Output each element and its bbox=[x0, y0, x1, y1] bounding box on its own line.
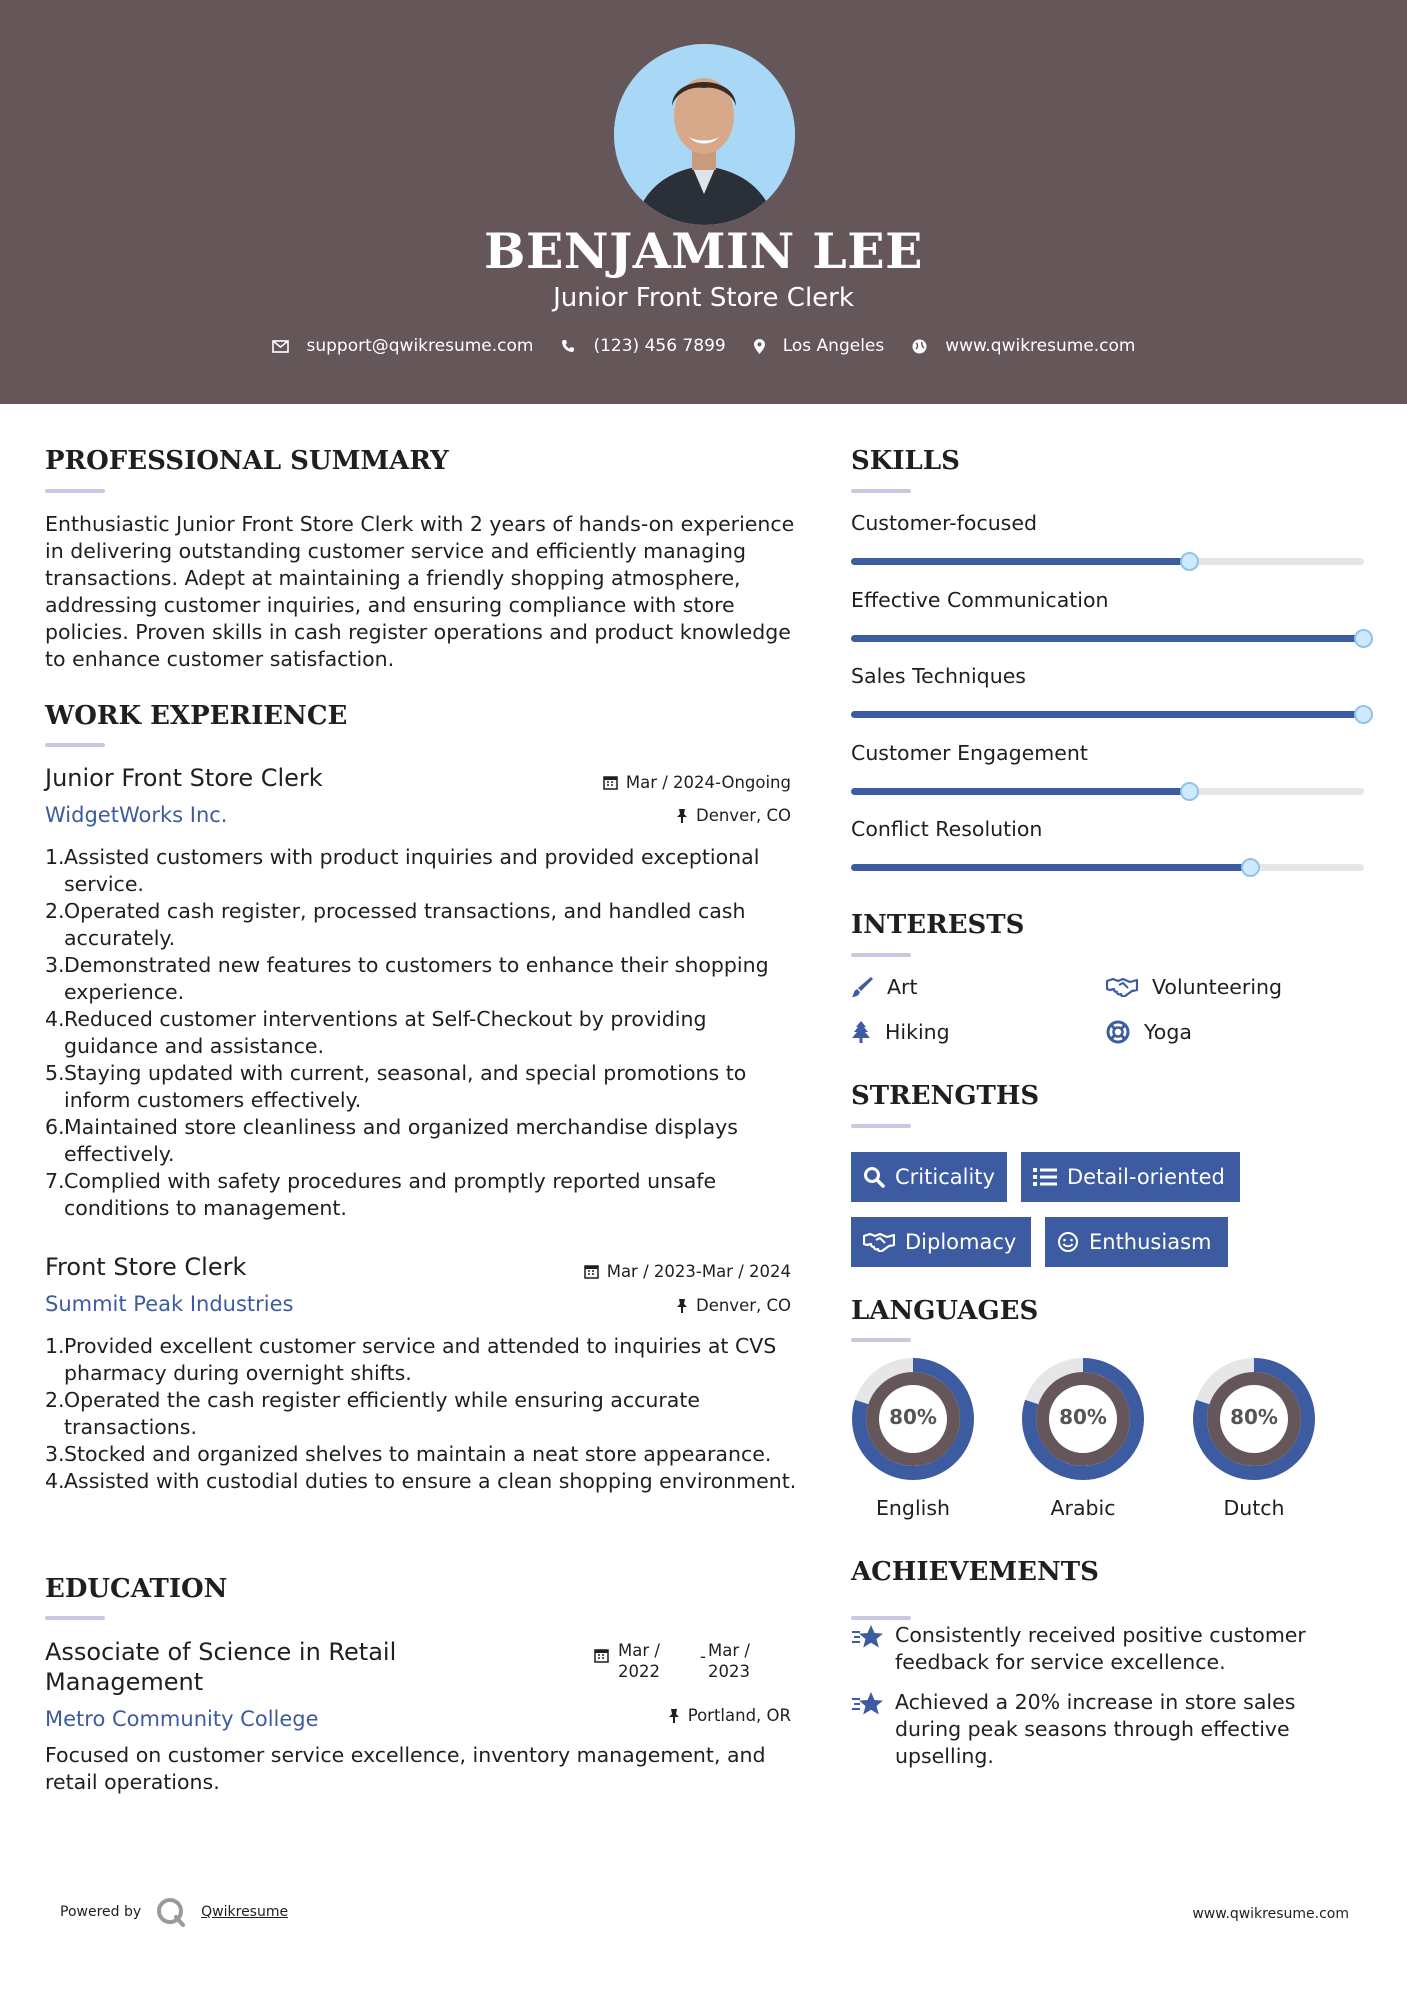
list-item: Assisted with custodial duties to ensure a clean shopping environment. bbox=[64, 1469, 797, 1493]
skill-label: Effective Communication bbox=[851, 587, 1109, 612]
list-item: Maintained store cleanliness and organized merchandise displays effectively. bbox=[64, 1115, 738, 1166]
languages-heading: LANGUAGES bbox=[851, 1296, 1039, 1326]
skill-label: Customer-focused bbox=[851, 511, 1037, 535]
language-percent: 80% bbox=[1230, 1405, 1278, 1429]
language-label: English bbox=[875, 1496, 951, 1520]
interest-item bbox=[1106, 975, 1282, 999]
job-location bbox=[491, 806, 791, 825]
strength-tag bbox=[1045, 1217, 1228, 1267]
job-title: Front Store Clerk bbox=[45, 1253, 247, 1281]
achievements-heading: ACHIEVEMENTS bbox=[851, 1557, 1099, 1587]
envelope-icon bbox=[272, 340, 289, 353]
contact-email[interactable] bbox=[272, 336, 534, 356]
education-end-date: Mar / 2023 bbox=[708, 1641, 750, 1681]
candidate-role: Junior Front Store Clerk bbox=[553, 283, 854, 313]
strength-label: Criticality bbox=[895, 1165, 995, 1189]
skill-bar bbox=[851, 711, 1364, 718]
job-dates-text: Mar / 2024-Ongoing bbox=[625, 773, 791, 792]
language-label: Arabic bbox=[1050, 1496, 1116, 1520]
education-start-date: Mar / 2022 bbox=[618, 1641, 660, 1681]
strength-label: Diplomacy bbox=[905, 1230, 1017, 1254]
list-item: Complied with safety procedures and promptly reported unsafe conditions to management. bbox=[64, 1169, 717, 1220]
strength-tag bbox=[851, 1152, 1007, 1202]
interest-label: Volunteering bbox=[1152, 975, 1283, 999]
achievement-text: Consistently received positive customer feedback for service excellence. bbox=[895, 1623, 1306, 1674]
summary-text: Enthusiastic Junior Front Store Clerk with 2 years of hands-on experience in delivering outstanding customer service and efficiently managing transactions. Adept at maintaining a friendly shopping atmosphere, addressing customer inquiries, and ensuring compliance with store policies. Proven skills in cash register operations and product knowledge to enhance customer satisfaction. bbox=[45, 512, 795, 671]
list-item: Assisted customers with product inquiries and provided exceptional service. bbox=[64, 845, 760, 896]
skill-bar-knob bbox=[1241, 858, 1260, 877]
tree-icon bbox=[851, 1021, 871, 1043]
candidate-name: BENJAMIN LEE bbox=[484, 222, 923, 280]
person-avatar-icon bbox=[614, 44, 795, 225]
language-donut bbox=[1021, 1357, 1145, 1481]
powered-by-text: Powered by bbox=[60, 1904, 142, 1920]
footer-website[interactable]: www.qwikresume.com bbox=[1192, 1906, 1349, 1922]
language-percent: 80% bbox=[889, 1405, 937, 1429]
achievement-item bbox=[851, 1622, 1341, 1676]
job-dates bbox=[491, 773, 791, 792]
achievement-text: Achieved a 20% increase in store sales during peak seasons through effective upselling. bbox=[895, 1690, 1296, 1768]
skill-bar-knob bbox=[1354, 705, 1373, 724]
skill-bar bbox=[851, 788, 1364, 795]
list-icon bbox=[1033, 1167, 1057, 1187]
date-separator: - bbox=[700, 1647, 706, 1666]
strengths-heading: STRENGTHS bbox=[851, 1081, 1040, 1111]
school-name[interactable]: Metro Community College bbox=[45, 1707, 319, 1731]
job-location bbox=[491, 1296, 791, 1315]
list-item: Provided excellent customer service and attended to inquiries at CVS pharmacy during overnight shifts. bbox=[64, 1334, 777, 1385]
header-banner bbox=[0, 0, 1407, 404]
skill-bar-fill bbox=[851, 558, 1190, 565]
smile-icon bbox=[1057, 1231, 1079, 1253]
education-location-text: Portland, OR bbox=[687, 1706, 791, 1725]
pushpin-icon bbox=[676, 808, 688, 823]
job-duties-list bbox=[45, 1333, 800, 1495]
skill-label: Customer Engagement bbox=[851, 740, 1088, 765]
list-item: Demonstrated new features to customers to enhance their shopping experience. bbox=[64, 953, 769, 1004]
company-name[interactable]: Summit Peak Industries bbox=[45, 1292, 294, 1316]
contact-bar bbox=[0, 336, 1407, 356]
education-description: Focused on customer service excellence, inventory management, and retail operations. bbox=[45, 1743, 766, 1794]
achievement-item bbox=[851, 1689, 1341, 1770]
globe-icon bbox=[912, 339, 927, 354]
list-item: Operated the cash register efficiently while ensuring accurate transactions. bbox=[64, 1388, 701, 1439]
search-icon bbox=[863, 1166, 885, 1188]
contact-phone[interactable] bbox=[561, 336, 725, 356]
skill-bar bbox=[851, 864, 1364, 871]
website-text: www.qwikresume.com bbox=[945, 336, 1136, 356]
education-dates bbox=[594, 1640, 794, 1685]
footer-powered-by bbox=[60, 1896, 288, 1928]
skill-label: Conflict Resolution bbox=[851, 817, 1043, 841]
profile-photo bbox=[614, 44, 795, 225]
job-dates bbox=[491, 1262, 791, 1281]
list-item: Stocked and organized shelves to maintain a neat store appearance. bbox=[64, 1442, 772, 1466]
experience-heading: WORK EXPERIENCE bbox=[45, 701, 348, 731]
calendar-icon bbox=[584, 1264, 599, 1279]
skill-bar bbox=[851, 635, 1364, 642]
phone-icon bbox=[561, 339, 575, 353]
skill-bar-knob bbox=[1180, 782, 1199, 801]
skill-label: Sales Techniques bbox=[851, 664, 1026, 688]
job-dates-text: Mar / 2023-Mar / 2024 bbox=[606, 1262, 791, 1281]
strength-label: Enthusiasm bbox=[1089, 1230, 1212, 1254]
interest-item bbox=[851, 975, 918, 999]
handshake-icon bbox=[1106, 977, 1138, 997]
languages-rule bbox=[851, 1338, 911, 1342]
summary-heading: PROFESSIONAL SUMMARY bbox=[45, 446, 449, 476]
strengths-rule bbox=[851, 1124, 911, 1128]
qwikresume-logo-icon bbox=[155, 1896, 187, 1928]
language-donut bbox=[1192, 1357, 1316, 1481]
company-name[interactable]: WidgetWorks Inc. bbox=[45, 803, 228, 827]
job-title: Junior Front Store Clerk bbox=[45, 764, 323, 792]
interest-label: Hiking bbox=[885, 1020, 950, 1044]
skill-bar-fill bbox=[851, 711, 1364, 718]
email-text: support@qwikresume.com bbox=[306, 336, 534, 356]
strength-tag bbox=[851, 1217, 1031, 1267]
degree-title: Associate of Science in Retail Management bbox=[45, 1638, 397, 1696]
achievements-rule bbox=[851, 1616, 911, 1620]
skill-bar-knob bbox=[1354, 629, 1373, 648]
calendar-icon bbox=[594, 1648, 609, 1663]
strength-tag bbox=[1021, 1152, 1240, 1202]
interest-item bbox=[851, 1020, 950, 1044]
education-rule bbox=[45, 1616, 105, 1620]
job-duties-list bbox=[45, 844, 800, 1222]
handshake-icon bbox=[863, 1232, 895, 1252]
summary-rule bbox=[45, 489, 105, 493]
language-percent: 80% bbox=[1059, 1405, 1107, 1429]
skill-bar-knob bbox=[1180, 552, 1199, 571]
calendar-icon bbox=[603, 775, 618, 790]
language-label: Dutch bbox=[1223, 1496, 1285, 1520]
skill-bar-fill bbox=[851, 864, 1251, 871]
pushpin-icon bbox=[676, 1298, 688, 1313]
job-location-text: Denver, CO bbox=[695, 1296, 791, 1315]
interest-label: Yoga bbox=[1144, 1020, 1192, 1044]
education-heading: EDUCATION bbox=[45, 1574, 228, 1604]
brand-link[interactable]: Qwikresume bbox=[201, 1904, 289, 1920]
contact-website[interactable] bbox=[912, 336, 1135, 356]
skill-bar bbox=[851, 558, 1364, 565]
skill-bar-fill bbox=[851, 635, 1364, 642]
interests-heading: INTERESTS bbox=[851, 910, 1025, 940]
education-location bbox=[491, 1706, 791, 1725]
lifering-icon bbox=[1106, 1020, 1130, 1044]
paintbrush-icon bbox=[851, 976, 873, 998]
skills-rule bbox=[851, 489, 911, 493]
star-icon bbox=[851, 1624, 885, 1652]
skills-heading: SKILLS bbox=[851, 446, 960, 476]
interest-label: Art bbox=[887, 975, 918, 999]
phone-text: (123) 456 7899 bbox=[593, 336, 726, 356]
interest-item bbox=[1106, 1020, 1192, 1044]
contact-location bbox=[754, 336, 885, 356]
pushpin-icon bbox=[668, 1708, 680, 1723]
list-item: Reduced customer interventions at Self-Checkout by providing guidance and assistance. bbox=[64, 1007, 707, 1058]
skill-bar-fill bbox=[851, 788, 1190, 795]
experience-rule bbox=[45, 743, 105, 747]
interests-rule bbox=[851, 953, 911, 957]
list-item: Staying updated with current, seasonal, and special promotions to inform customers effectively. bbox=[64, 1061, 747, 1112]
job-location-text: Denver, CO bbox=[695, 806, 791, 825]
language-donut bbox=[851, 1357, 975, 1481]
star-icon bbox=[851, 1691, 885, 1719]
strength-label: Detail-oriented bbox=[1067, 1165, 1225, 1189]
map-pin-icon bbox=[754, 339, 765, 354]
list-item: Operated cash register, processed transactions, and handled cash accurately. bbox=[64, 899, 746, 950]
location-text: Los Angeles bbox=[782, 336, 885, 356]
